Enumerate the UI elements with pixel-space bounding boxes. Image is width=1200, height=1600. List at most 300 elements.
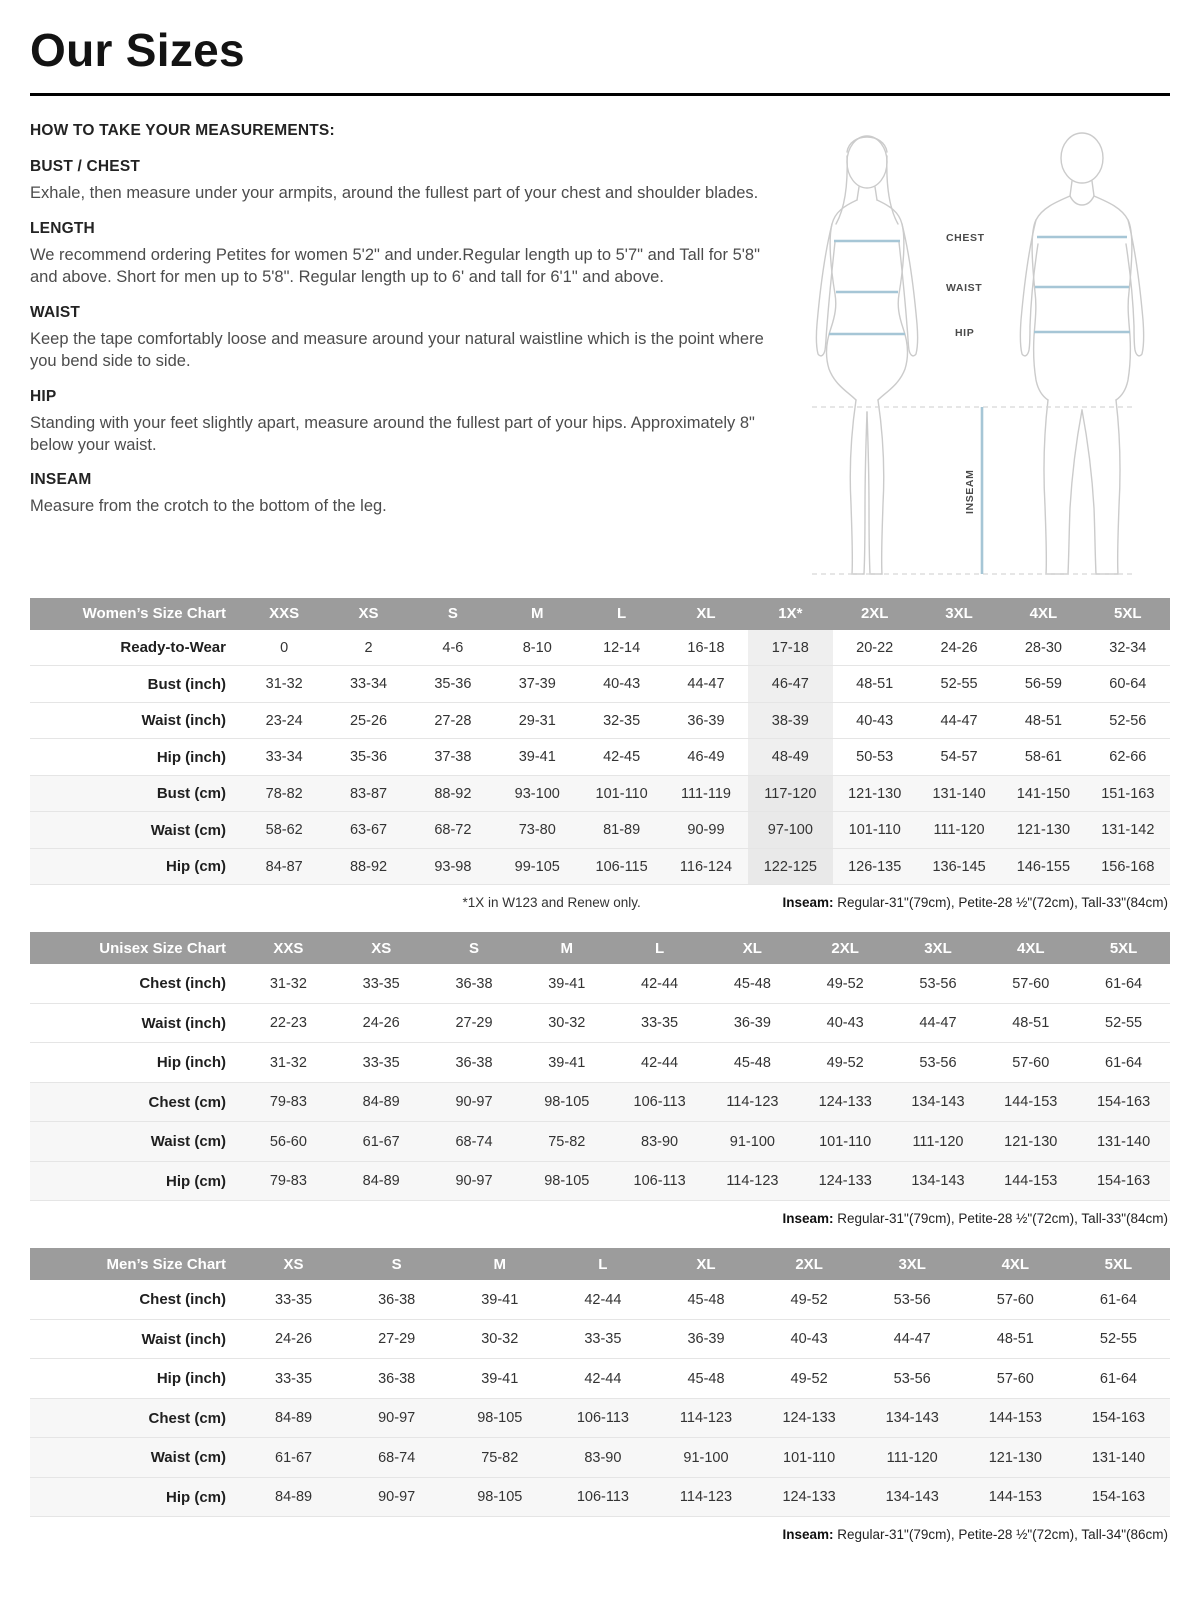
section-title: INSEAM <box>30 471 92 489</box>
size-cell: 121-130 <box>984 1122 1077 1162</box>
body-figures-illustration <box>772 122 1182 584</box>
mens-size-chart <box>30 1248 1170 1542</box>
column-header: 4XL <box>964 1248 1067 1280</box>
size-cell: 101-110 <box>758 1438 861 1478</box>
size-cell: 24-26 <box>917 630 1001 666</box>
size-cell: 36-39 <box>706 1003 799 1043</box>
row-label: Waist (cm) <box>30 812 242 849</box>
section-body: Standing with your feet slightly apart, measure around the fullest part of your hips. Approximately 8" below your waist. <box>30 413 755 454</box>
size-cell: 114-123 <box>706 1161 799 1201</box>
size-cell: 83-87 <box>326 775 410 812</box>
size-cell: 12-14 <box>579 630 663 666</box>
size-cell: 29-31 <box>495 702 579 739</box>
table-row <box>30 1438 1170 1478</box>
size-cell: 53-56 <box>861 1359 964 1399</box>
size-cell: 144-153 <box>984 1082 1077 1122</box>
size-cell: 111-120 <box>917 812 1001 849</box>
column-header: 3XL <box>892 932 985 964</box>
column-header: 4XL <box>984 932 1077 964</box>
section-body: Measure from the crotch to the bottom of the leg. <box>30 497 387 516</box>
top-content <box>30 122 1170 584</box>
size-cell: 4-6 <box>411 630 495 666</box>
table-row <box>30 1161 1170 1201</box>
size-cell: 20-22 <box>833 630 917 666</box>
size-cell: 117-120 <box>748 775 832 812</box>
column-header: L <box>579 598 663 630</box>
size-cell: 27-28 <box>411 702 495 739</box>
size-cell: 39-41 <box>448 1359 551 1399</box>
size-cell: 101-110 <box>579 775 663 812</box>
row-label: Chest (cm) <box>30 1082 242 1122</box>
size-cell: 106-115 <box>579 848 663 885</box>
size-cell: 22-23 <box>242 1003 335 1043</box>
size-cell: 42-44 <box>613 1043 706 1083</box>
size-cell: 83-90 <box>551 1438 654 1478</box>
size-cell: 61-64 <box>1077 1043 1170 1083</box>
size-cell: 121-130 <box>833 775 917 812</box>
size-cell: 124-133 <box>799 1082 892 1122</box>
chest-label: CHEST <box>946 231 985 244</box>
size-cell: 90-99 <box>664 812 748 849</box>
asterisk-footnote: *1X in W123 and Renew only. <box>462 895 641 911</box>
size-cell: 31-32 <box>242 964 335 1003</box>
unisex-size-chart-table <box>30 932 1170 1201</box>
size-cell: 36-39 <box>654 1319 757 1359</box>
section-title: LENGTH <box>30 219 95 237</box>
size-cell: 131-142 <box>1086 812 1170 849</box>
row-label: Waist (cm) <box>30 1122 242 1162</box>
size-cell: 44-47 <box>892 1003 985 1043</box>
size-cell: 39-41 <box>520 964 613 1003</box>
size-cell: 61-67 <box>335 1122 428 1162</box>
row-label: Hip (cm) <box>30 1477 242 1517</box>
column-header: M <box>495 598 579 630</box>
size-cell: 57-60 <box>964 1359 1067 1399</box>
size-cell: 39-41 <box>495 739 579 776</box>
mens-size-chart-table <box>30 1248 1170 1517</box>
size-cell: 84-89 <box>242 1477 345 1517</box>
size-cell: 50-53 <box>833 739 917 776</box>
womens-size-chart-table <box>30 598 1170 886</box>
diagram-labels <box>946 232 985 514</box>
size-cell: 42-44 <box>613 964 706 1003</box>
row-label: Ready-to-Wear <box>30 630 242 666</box>
size-cell: 25-26 <box>326 702 410 739</box>
size-cell: 93-98 <box>411 848 495 885</box>
size-cell: 122-125 <box>748 848 832 885</box>
column-header: XS <box>242 1248 345 1280</box>
table-row <box>30 964 1170 1003</box>
size-cell: 111-120 <box>892 1122 985 1162</box>
size-cell: 75-82 <box>448 1438 551 1478</box>
table-row <box>30 1280 1170 1319</box>
size-cell: 90-97 <box>345 1477 448 1517</box>
size-cell: 24-26 <box>242 1319 345 1359</box>
size-cell: 151-163 <box>1086 775 1170 812</box>
size-cell: 57-60 <box>984 964 1077 1003</box>
table-row <box>30 1398 1170 1438</box>
column-header: XS <box>335 932 428 964</box>
hip-label: HIP <box>955 326 975 339</box>
size-cell: 81-89 <box>579 812 663 849</box>
size-cell: 52-56 <box>1086 702 1170 739</box>
size-cell: 68-74 <box>345 1438 448 1478</box>
column-header: L <box>551 1248 654 1280</box>
size-cell: 23-24 <box>242 702 326 739</box>
size-cell: 33-35 <box>335 964 428 1003</box>
size-cell: 35-36 <box>411 666 495 703</box>
table-row <box>30 666 1170 703</box>
row-label: Chest (inch) <box>30 1280 242 1319</box>
size-cell: 49-52 <box>758 1280 861 1319</box>
size-cell: 91-100 <box>654 1438 757 1478</box>
size-cell: 46-49 <box>664 739 748 776</box>
size-cell: 124-133 <box>758 1477 861 1517</box>
size-cell: 79-83 <box>242 1082 335 1122</box>
table-title: Unisex Size Chart <box>30 932 242 964</box>
column-header: 5XL <box>1067 1248 1170 1280</box>
inseam-footnote: Inseam: Regular-31"(79cm), Petite-28 ½"(72cm), Tall-33"(84cm) <box>782 1211 1168 1227</box>
size-cell: 134-143 <box>861 1398 964 1438</box>
size-cell: 141-150 <box>1001 775 1085 812</box>
instruction-section-bust-chest <box>30 158 772 205</box>
size-cell: 32-35 <box>579 702 663 739</box>
size-cell: 42-44 <box>551 1359 654 1399</box>
table-row <box>30 702 1170 739</box>
table-title: Men’s Size Chart <box>30 1248 242 1280</box>
size-cell: 90-97 <box>428 1161 521 1201</box>
size-cell: 0 <box>242 630 326 666</box>
size-cell: 28-30 <box>1001 630 1085 666</box>
row-label: Waist (cm) <box>30 1438 242 1478</box>
column-header: 3XL <box>861 1248 964 1280</box>
size-cell: 36-38 <box>428 964 521 1003</box>
instruction-section-hip <box>30 388 772 457</box>
size-cell: 61-64 <box>1077 964 1170 1003</box>
womens-size-chart <box>30 598 1170 911</box>
row-label: Hip (inch) <box>30 1359 242 1399</box>
size-cell: 114-123 <box>654 1398 757 1438</box>
size-cell: 49-52 <box>799 1043 892 1083</box>
size-cell: 52-55 <box>1077 1003 1170 1043</box>
header-row <box>30 598 1170 630</box>
row-label: Hip (inch) <box>30 1043 242 1083</box>
table-footnotes <box>30 1527 1168 1542</box>
size-cell: 84-89 <box>242 1398 345 1438</box>
size-cell: 58-61 <box>1001 739 1085 776</box>
size-cell: 134-143 <box>892 1082 985 1122</box>
size-cell: 33-34 <box>242 739 326 776</box>
column-header: XL <box>654 1248 757 1280</box>
size-cell: 17-18 <box>748 630 832 666</box>
size-cell: 90-97 <box>428 1082 521 1122</box>
column-header: 3XL <box>917 598 1001 630</box>
size-cell: 48-51 <box>984 1003 1077 1043</box>
size-cell: 78-82 <box>242 775 326 812</box>
size-cell: 88-92 <box>411 775 495 812</box>
size-cell: 49-52 <box>758 1359 861 1399</box>
size-cell: 16-18 <box>664 630 748 666</box>
size-cell: 79-83 <box>242 1161 335 1201</box>
instruction-section-length <box>30 220 772 289</box>
size-cell: 40-43 <box>799 1003 892 1043</box>
size-cell: 101-110 <box>833 812 917 849</box>
size-cell: 124-133 <box>758 1398 861 1438</box>
instruction-section-inseam <box>30 471 772 518</box>
size-cell: 56-60 <box>242 1122 335 1162</box>
size-cell: 116-124 <box>664 848 748 885</box>
size-cell: 97-100 <box>748 812 832 849</box>
row-label: Bust (cm) <box>30 775 242 812</box>
column-header: 1X* <box>748 598 832 630</box>
size-cell: 36-38 <box>345 1280 448 1319</box>
size-cell: 75-82 <box>520 1122 613 1162</box>
size-cell: 48-49 <box>748 739 832 776</box>
size-cell: 48-51 <box>1001 702 1085 739</box>
table-row <box>30 1003 1170 1043</box>
section-body: Keep the tape comfortably loose and measure around your natural waistline which is the point where you bend side to side. <box>30 329 764 370</box>
column-header: S <box>428 932 521 964</box>
size-cell: 131-140 <box>1067 1438 1170 1478</box>
size-cell: 27-29 <box>345 1319 448 1359</box>
size-cell: 58-62 <box>242 812 326 849</box>
inseam-footnote: Inseam: Regular-31"(79cm), Petite-28 ½"(72cm), Tall-34"(86cm) <box>782 1527 1168 1543</box>
size-cell: 154-163 <box>1067 1477 1170 1517</box>
size-cell: 30-32 <box>520 1003 613 1043</box>
inseam-label: INSEAM <box>964 469 976 514</box>
size-cell: 114-123 <box>706 1082 799 1122</box>
size-cell: 84-87 <box>242 848 326 885</box>
size-cell: 36-39 <box>664 702 748 739</box>
size-cell: 33-35 <box>242 1359 345 1399</box>
size-cell: 99-105 <box>495 848 579 885</box>
size-cell: 53-56 <box>892 1043 985 1083</box>
size-cell: 40-43 <box>579 666 663 703</box>
size-cell: 146-155 <box>1001 848 1085 885</box>
size-cell: 73-80 <box>495 812 579 849</box>
row-label: Hip (cm) <box>30 1161 242 1201</box>
size-cell: 57-60 <box>964 1280 1067 1319</box>
size-cell: 48-51 <box>964 1319 1067 1359</box>
row-label: Hip (inch) <box>30 739 242 776</box>
size-cell: 45-48 <box>706 964 799 1003</box>
size-cell: 33-35 <box>551 1319 654 1359</box>
size-cell: 84-89 <box>335 1082 428 1122</box>
size-cell: 39-41 <box>448 1280 551 1319</box>
size-cell: 84-89 <box>335 1161 428 1201</box>
row-label: Chest (cm) <box>30 1398 242 1438</box>
size-cell: 37-39 <box>495 666 579 703</box>
column-header: 5XL <box>1086 598 1170 630</box>
size-cell: 131-140 <box>917 775 1001 812</box>
size-cell: 35-36 <box>326 739 410 776</box>
column-header: XL <box>664 598 748 630</box>
table-row <box>30 1359 1170 1399</box>
size-cell: 61-64 <box>1067 1280 1170 1319</box>
column-header: S <box>411 598 495 630</box>
header-row <box>30 932 1170 964</box>
table-row <box>30 1122 1170 1162</box>
size-cell: 126-135 <box>833 848 917 885</box>
size-charts <box>30 598 1170 1543</box>
column-header: 2XL <box>799 932 892 964</box>
column-header: M <box>520 932 613 964</box>
size-cell: 136-145 <box>917 848 1001 885</box>
column-header: M <box>448 1248 551 1280</box>
size-cell: 24-26 <box>335 1003 428 1043</box>
size-cell: 91-100 <box>706 1122 799 1162</box>
row-label: Waist (inch) <box>30 702 242 739</box>
table-row <box>30 848 1170 885</box>
section-title: BUST / CHEST <box>30 157 141 175</box>
unisex-size-chart <box>30 932 1170 1226</box>
page-title: Our Sizes <box>30 24 245 76</box>
size-cell: 33-34 <box>326 666 410 703</box>
column-header: 5XL <box>1077 932 1170 964</box>
size-cell: 106-113 <box>613 1082 706 1122</box>
size-cell: 39-41 <box>520 1043 613 1083</box>
size-cell: 44-47 <box>917 702 1001 739</box>
size-cell: 42-44 <box>551 1280 654 1319</box>
size-cell: 61-64 <box>1067 1359 1170 1399</box>
table-row <box>30 1082 1170 1122</box>
column-header: 2XL <box>833 598 917 630</box>
size-cell: 154-163 <box>1067 1398 1170 1438</box>
measurement-diagram <box>772 122 1184 584</box>
section-body: Exhale, then measure under your armpits, around the fullest part of your chest and shoulder blades. <box>30 183 759 202</box>
instruction-section-waist <box>30 304 772 373</box>
row-label: Chest (inch) <box>30 964 242 1003</box>
size-cell: 154-163 <box>1077 1082 1170 1122</box>
size-cell: 106-113 <box>613 1161 706 1201</box>
size-cell: 131-140 <box>1077 1122 1170 1162</box>
size-cell: 144-153 <box>984 1161 1077 1201</box>
size-cell: 144-153 <box>964 1477 1067 1517</box>
size-cell: 53-56 <box>892 964 985 1003</box>
size-cell: 49-52 <box>799 964 892 1003</box>
table-row <box>30 1043 1170 1083</box>
size-cell: 27-29 <box>428 1003 521 1043</box>
table-footnotes <box>30 895 1168 910</box>
figure-outlines <box>816 133 1143 574</box>
size-cell: 68-72 <box>411 812 495 849</box>
size-cell: 45-48 <box>654 1359 757 1399</box>
table-row <box>30 739 1170 776</box>
size-cell: 2 <box>326 630 410 666</box>
column-header: XL <box>706 932 799 964</box>
row-label: Waist (inch) <box>30 1319 242 1359</box>
size-cell: 93-100 <box>495 775 579 812</box>
size-cell: 121-130 <box>1001 812 1085 849</box>
inseam-footnote: Inseam: Regular-31"(79cm), Petite-28 ½"(72cm), Tall-33"(84cm) <box>782 895 1168 911</box>
size-cell: 156-168 <box>1086 848 1170 885</box>
size-cell: 31-32 <box>242 666 326 703</box>
size-cell: 44-47 <box>861 1319 964 1359</box>
size-cell: 98-105 <box>448 1398 551 1438</box>
row-label: Bust (inch) <box>30 666 242 703</box>
size-cell: 106-113 <box>551 1398 654 1438</box>
size-cell: 33-35 <box>242 1280 345 1319</box>
size-cell: 36-38 <box>345 1359 448 1399</box>
size-cell: 68-74 <box>428 1122 521 1162</box>
size-cell: 8-10 <box>495 630 579 666</box>
size-cell: 60-64 <box>1086 666 1170 703</box>
size-cell: 154-163 <box>1077 1161 1170 1201</box>
column-header: XXS <box>242 932 335 964</box>
section-title: HIP <box>30 387 57 405</box>
size-cell: 31-32 <box>242 1043 335 1083</box>
size-cell: 46-47 <box>748 666 832 703</box>
size-cell: 30-32 <box>448 1319 551 1359</box>
size-cell: 88-92 <box>326 848 410 885</box>
table-row <box>30 1319 1170 1359</box>
size-cell: 144-153 <box>964 1398 1067 1438</box>
table-title: Women’s Size Chart <box>30 598 242 630</box>
waist-label: WAIST <box>946 281 983 294</box>
column-header: L <box>613 932 706 964</box>
row-label: Hip (cm) <box>30 848 242 885</box>
size-cell: 106-113 <box>551 1477 654 1517</box>
size-cell: 134-143 <box>892 1161 985 1201</box>
size-cell: 45-48 <box>654 1280 757 1319</box>
size-cell: 134-143 <box>861 1477 964 1517</box>
size-cell: 32-34 <box>1086 630 1170 666</box>
size-cell: 98-105 <box>520 1161 613 1201</box>
size-cell: 48-51 <box>833 666 917 703</box>
measurement-instructions <box>30 122 772 584</box>
row-label: Waist (inch) <box>30 1003 242 1043</box>
size-cell: 114-123 <box>654 1477 757 1517</box>
size-cell: 52-55 <box>917 666 1001 703</box>
title-divider <box>30 93 1170 96</box>
size-cell: 44-47 <box>664 666 748 703</box>
instructions-heading: HOW TO TAKE YOUR MEASUREMENTS: <box>30 121 335 139</box>
size-cell: 36-38 <box>428 1043 521 1083</box>
section-body: We recommend ordering Petites for women 5'2" and under.Regular length up to 5'7" and Tall for 5'8" and above. Short for men up to 5'8". Regular length up to 6' and tall for 6'1" and above. <box>30 245 760 286</box>
size-cell: 33-35 <box>335 1043 428 1083</box>
table-row <box>30 812 1170 849</box>
section-title: WAIST <box>30 303 81 321</box>
size-cell: 40-43 <box>758 1319 861 1359</box>
size-cell: 62-66 <box>1086 739 1170 776</box>
size-cell: 38-39 <box>748 702 832 739</box>
column-header: S <box>345 1248 448 1280</box>
size-cell: 57-60 <box>984 1043 1077 1083</box>
size-cell: 98-105 <box>520 1082 613 1122</box>
size-cell: 98-105 <box>448 1477 551 1517</box>
column-header: 2XL <box>758 1248 861 1280</box>
column-header: XXS <box>242 598 326 630</box>
table-footnotes <box>30 1211 1168 1226</box>
size-cell: 83-90 <box>613 1122 706 1162</box>
size-cell: 45-48 <box>706 1043 799 1083</box>
header-row <box>30 1248 1170 1280</box>
size-cell: 124-133 <box>799 1161 892 1201</box>
table-row <box>30 775 1170 812</box>
size-cell: 63-67 <box>326 812 410 849</box>
size-cell: 33-35 <box>613 1003 706 1043</box>
size-cell: 111-120 <box>861 1438 964 1478</box>
size-cell: 121-130 <box>964 1438 1067 1478</box>
size-cell: 42-45 <box>579 739 663 776</box>
column-header: XS <box>326 598 410 630</box>
size-cell: 40-43 <box>833 702 917 739</box>
size-cell: 56-59 <box>1001 666 1085 703</box>
size-cell: 61-67 <box>242 1438 345 1478</box>
size-cell: 54-57 <box>917 739 1001 776</box>
size-cell: 111-119 <box>664 775 748 812</box>
column-header: 4XL <box>1001 598 1085 630</box>
